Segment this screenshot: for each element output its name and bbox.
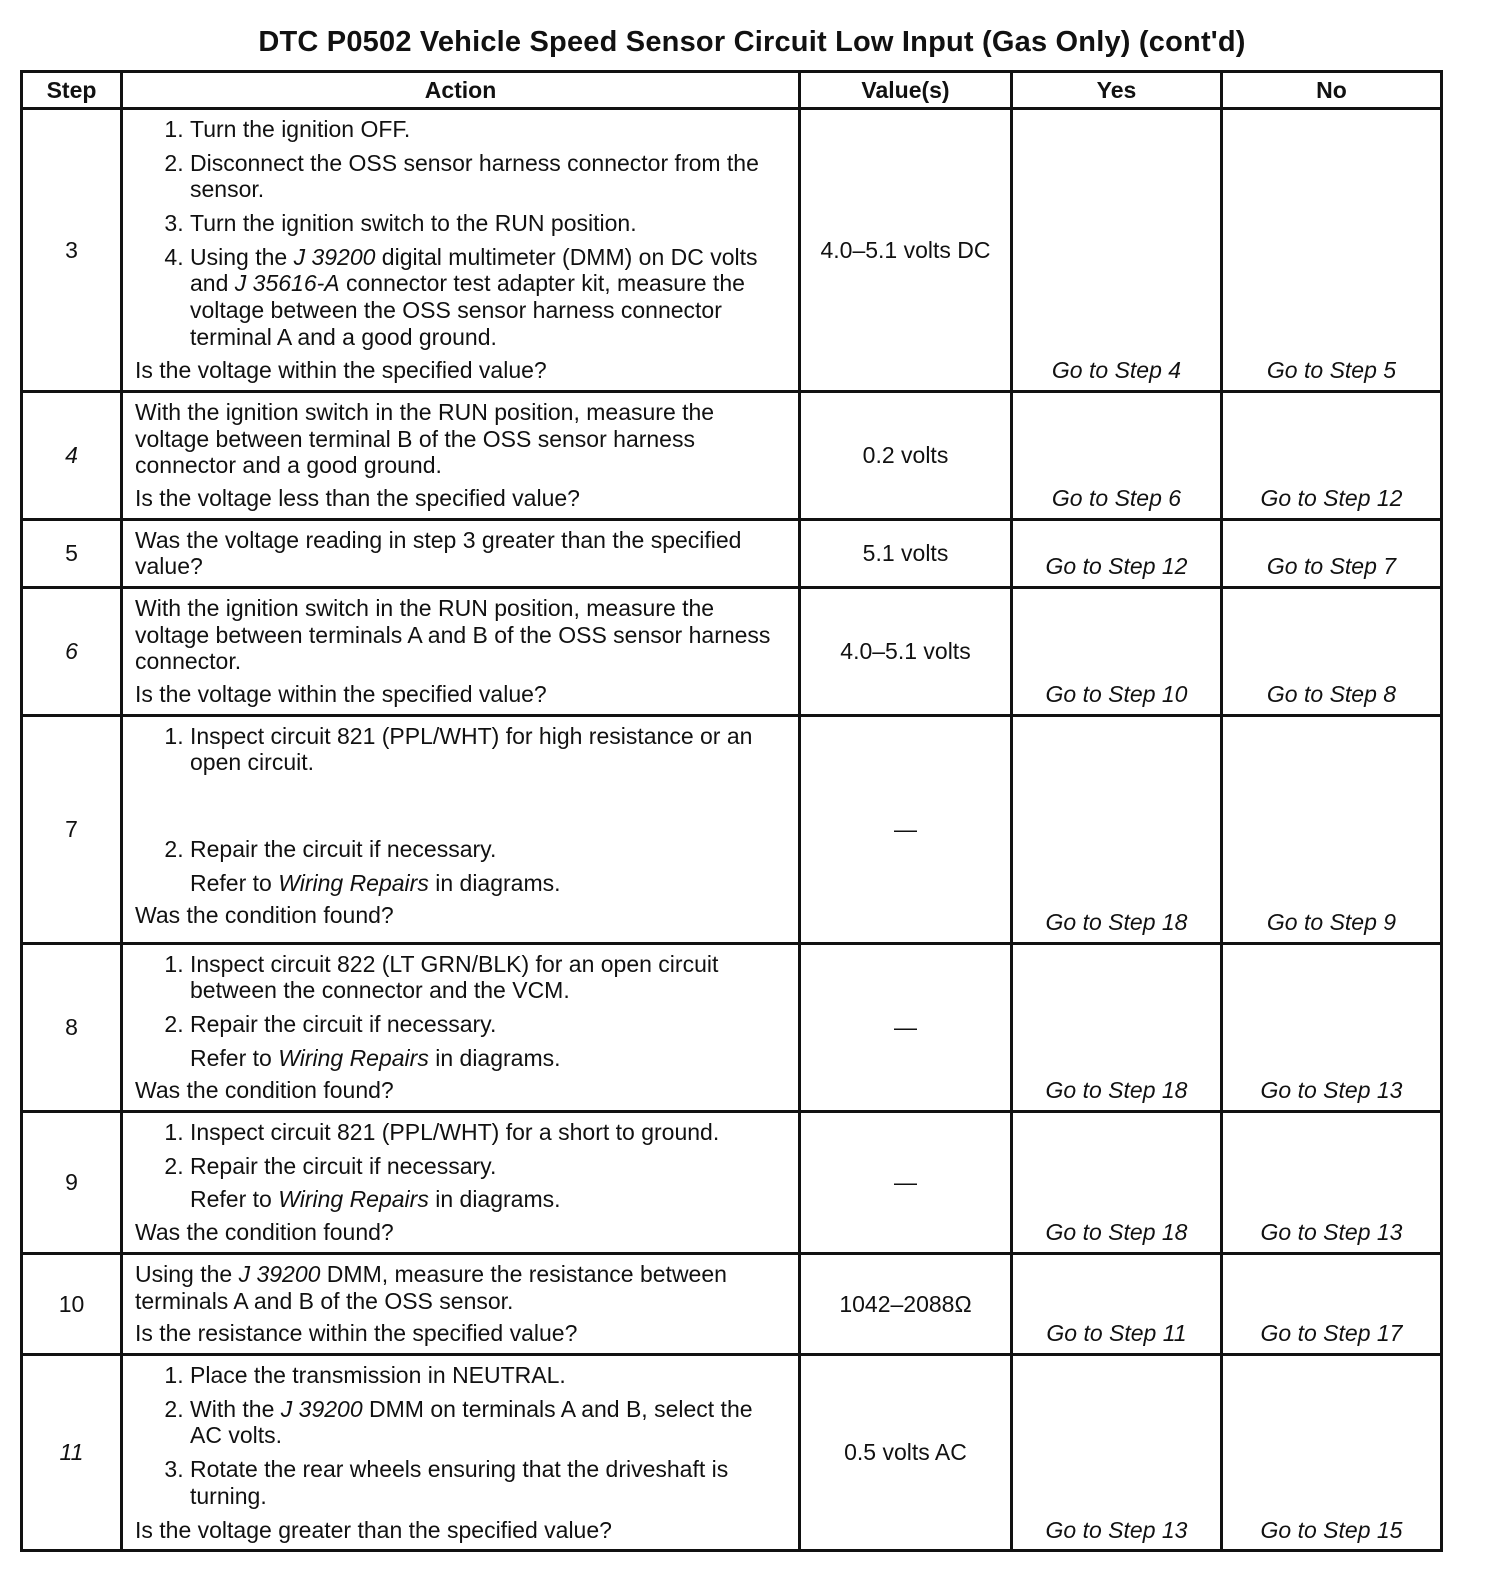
value-cell: 4.0–5.1 volts — [800, 588, 1012, 716]
value-cell: 5.1 volts — [800, 519, 1012, 587]
action-question: Is the voltage within the specified value? — [135, 357, 547, 384]
action-step-item: 3. Turn the ignition switch to the RUN position. — [190, 210, 788, 237]
no-go-to-step: Go to Step 13 — [1222, 943, 1442, 1111]
table-row-step-9 — [22, 1112, 1442, 1254]
step-number: 6 — [22, 588, 122, 716]
step-number: 11 — [22, 1355, 122, 1551]
wiring-repairs-reference: Wiring Repairs — [278, 1044, 429, 1071]
column-header-values: Value(s) — [800, 72, 1012, 109]
action-step-item: 3. Rotate the rear wheels ensuring that the driveshaft is turning. — [190, 1456, 788, 1509]
no-go-to-step: Go to Step 7 — [1222, 519, 1442, 587]
action-question: Was the condition found? — [135, 902, 394, 929]
yes-go-to-step: Go to Step 4 — [1012, 109, 1222, 392]
table-header-row — [22, 72, 1442, 109]
wiring-repairs-reference: Wiring Repairs — [278, 869, 429, 896]
refer-note: Refer to Wiring Repairs in diagrams. — [190, 1044, 561, 1071]
action-steps — [135, 951, 788, 1038]
value-cell: 1042–2088Ω — [800, 1254, 1012, 1355]
action-cell — [122, 1112, 800, 1254]
action-cell — [122, 109, 800, 392]
action-question: Is the voltage less than the specified value? — [135, 485, 580, 512]
step-number: 3 — [22, 109, 122, 392]
action-step-item: 2. Repair the circuit if necessary. — [190, 1153, 788, 1180]
step-number: 5 — [22, 519, 122, 587]
column-header-action: Action — [122, 72, 800, 109]
action-question: Was the condition found? — [135, 1077, 394, 1104]
no-go-to-step: Go to Step 15 — [1222, 1355, 1442, 1551]
action-text: Using the J 39200 DMM, measure the resistance between terminals A and B of the OSS sensor. — [135, 1261, 727, 1314]
table-row-step-5 — [22, 519, 1442, 587]
action-step-item: 2. With the J 39200 DMM on terminals A and B, select the AC volts. — [190, 1396, 788, 1449]
action-step-item: 2. Repair the circuit if necessary. — [190, 836, 788, 863]
action-text: With the ignition switch in the RUN position, measure the voltage between terminals A and B of the OSS sensor harness connector. — [135, 595, 771, 675]
tool-reference: J 39200 — [280, 1395, 363, 1422]
action-question: Is the voltage within the specified value? — [135, 681, 547, 708]
action-text: With the ignition switch in the RUN position, measure the voltage between terminal B of the OSS sensor harness connector and a good ground. — [135, 399, 715, 479]
action-steps — [135, 1362, 788, 1509]
refer-note: Refer to Wiring Repairs in diagrams. — [190, 1186, 561, 1213]
yes-go-to-step: Go to Step 12 — [1012, 519, 1222, 587]
value-cell: — — [800, 715, 1012, 943]
action-cell — [122, 715, 800, 943]
table-row-step-4 — [22, 392, 1442, 520]
column-header-step: Step — [22, 72, 122, 109]
action-question: Was the condition found? — [135, 1219, 394, 1246]
tool-reference: J 39200 — [238, 1261, 321, 1288]
table-row-step-8 — [22, 943, 1442, 1111]
value-cell: 0.2 volts — [800, 392, 1012, 520]
yes-go-to-step: Go to Step 18 — [1012, 715, 1222, 943]
action-cell — [122, 519, 800, 587]
action-question: Is the voltage greater than the specified value? — [135, 1516, 612, 1543]
no-go-to-step: Go to Step 8 — [1222, 588, 1442, 716]
value-cell: — — [800, 943, 1012, 1111]
action-cell — [122, 1355, 800, 1551]
page-title: DTC P0502 Vehicle Speed Sensor Circuit Low Input (Gas Only) (cont'd) — [258, 26, 1246, 58]
no-go-to-step: Go to Step 17 — [1222, 1254, 1442, 1355]
action-text: Was the voltage reading in step 3 greater than the specified value? — [135, 526, 742, 580]
yes-go-to-step: Go to Step 18 — [1012, 943, 1222, 1111]
value-cell: 4.0–5.1 volts DC — [800, 109, 1012, 392]
action-cell — [122, 392, 800, 520]
yes-go-to-step: Go to Step 11 — [1012, 1254, 1222, 1355]
value-cell: — — [800, 1112, 1012, 1254]
no-go-to-step: Go to Step 5 — [1222, 109, 1442, 392]
action-question: Is the resistance within the specified value? — [135, 1320, 578, 1347]
action-step-item: 2. Disconnect the OSS sensor harness connector from the sensor. — [190, 150, 788, 203]
action-cell — [122, 943, 800, 1111]
table-row-step-11 — [22, 1355, 1442, 1551]
no-go-to-step: Go to Step 12 — [1222, 392, 1442, 520]
action-step-item: 2. Repair the circuit if necessary. — [190, 1011, 788, 1038]
action-step-item: 1. Turn the ignition OFF. — [190, 116, 788, 143]
step-number: 9 — [22, 1112, 122, 1254]
action-step-item: 1. Inspect circuit 821 (PPL/WHT) for high resistance or an open circuit. — [190, 723, 788, 776]
yes-go-to-step: Go to Step 6 — [1012, 392, 1222, 520]
tool-reference: J 39200 — [293, 243, 376, 270]
refer-note: Refer to Wiring Repairs in diagrams. — [190, 869, 561, 896]
diagnostic-table — [20, 70, 1443, 1552]
table-row-step-10 — [22, 1254, 1442, 1355]
tool-reference: J 35616-A — [234, 270, 340, 297]
value-cell: 0.5 volts AC — [800, 1355, 1012, 1551]
step-number: 4 — [22, 392, 122, 520]
no-go-to-step: Go to Step 13 — [1222, 1112, 1442, 1254]
yes-go-to-step: Go to Step 10 — [1012, 588, 1222, 716]
wiring-repairs-reference: Wiring Repairs — [278, 1186, 429, 1213]
action-steps — [135, 116, 788, 350]
table-row-step-7 — [22, 715, 1442, 943]
action-steps — [135, 723, 788, 863]
step-number: 7 — [22, 715, 122, 943]
yes-go-to-step: Go to Step 18 — [1012, 1112, 1222, 1254]
table-row-step-6 — [22, 588, 1442, 716]
action-cell — [122, 588, 800, 716]
table-row-step-3 — [22, 109, 1442, 392]
step-number: 8 — [22, 943, 122, 1111]
action-step-item: 1. Inspect circuit 821 (PPL/WHT) for a short to ground. — [190, 1119, 788, 1146]
yes-go-to-step: Go to Step 13 — [1012, 1355, 1222, 1551]
column-header-yes: Yes — [1012, 72, 1222, 109]
action-cell — [122, 1254, 800, 1355]
action-steps — [135, 1119, 788, 1179]
action-step-item: 1. Place the transmission in NEUTRAL. — [190, 1362, 788, 1389]
action-step-item: 4. Using the J 39200 digital multimeter (DMM) on DC volts and J 35616-A connector test adapter kit, measure the voltage between the OSS sensor harness connector terminal A and a good ground. — [190, 244, 788, 351]
column-header-no: No — [1222, 72, 1442, 109]
action-step-item: 1. Inspect circuit 822 (LT GRN/BLK) for an open circuit between the connector and the VCM. — [190, 951, 788, 1004]
no-go-to-step: Go to Step 9 — [1222, 715, 1442, 943]
step-number: 10 — [22, 1254, 122, 1355]
